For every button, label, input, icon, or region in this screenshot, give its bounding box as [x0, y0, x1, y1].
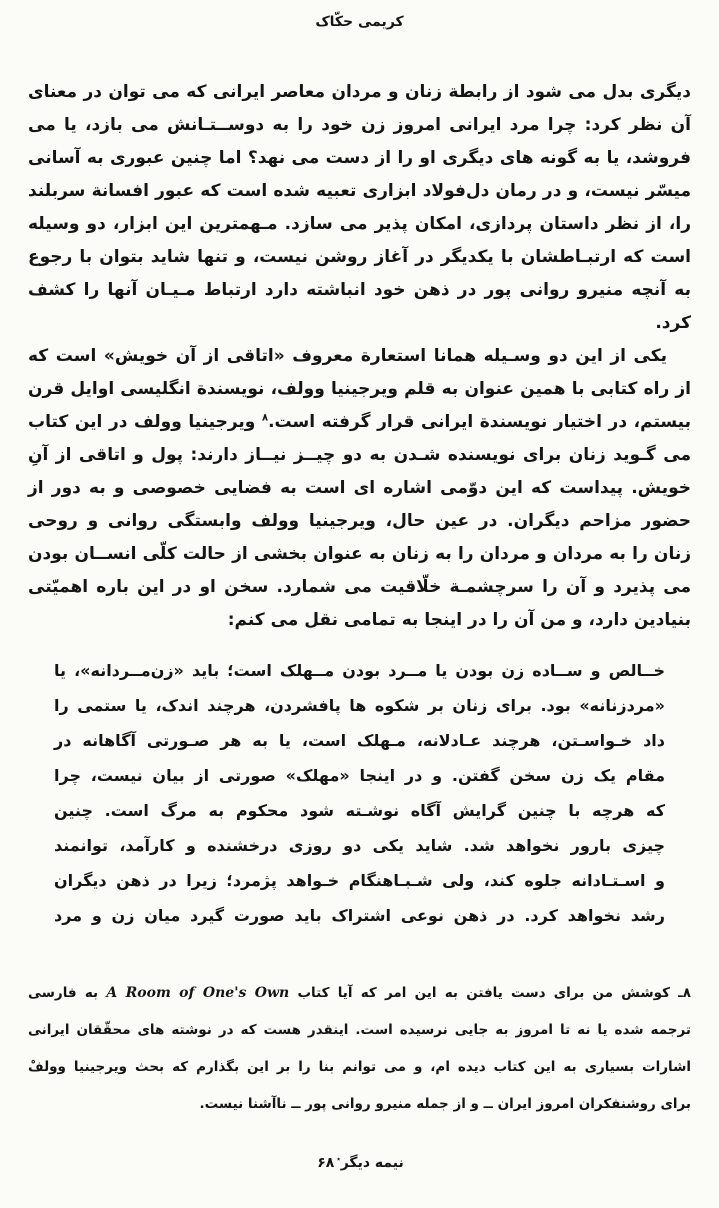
page-footer [28, 1155, 691, 1171]
text-line: آن نظر کرد: چرا مرد ایرانی امروز زن خود را به دوســتـانش می بازد، یا می [28, 115, 691, 135]
quote-line: و اسـتـادانه جلوه کند، ولی شـبـاهنگام خـواهد پژمرد؛ زیرا در ذهن دیگران [54, 871, 665, 890]
quote-line: داد خـواسـتن، هرچند عـادلانه، مـهلک است، یا به هر صـورتی آگاهانه در [54, 731, 665, 750]
text-line: بنیادین دارد، و من آن را در اینجا به تمامی نقل می کنم: [227, 610, 691, 630]
text-segment: ویرجینیا وولف در این کتاب [28, 412, 256, 432]
text-line: دیگری بدل می شود از رابطة زنان و مردان معاصر ایرانی که می توان در معنای [28, 82, 691, 102]
article-body [28, 76, 691, 933]
footnote-line: برای روشنفکران امروز ایران ــ و از جمله منیرو روانی پور ــ ناآشنا نیست. [199, 1096, 691, 1112]
running-head-author: کریمی حکّاک [315, 14, 404, 30]
quote-line: خــالص و ســاده زن بودن یا مــرد بودن مــهلک است؛ باید «زن‌مــردانه»، یا [54, 661, 665, 680]
footnote-line-mixed [28, 975, 691, 1012]
text-line-with-footnote-ref [28, 406, 691, 439]
page-number: ۶۸ [317, 1155, 335, 1171]
footnote-ref-8: ۸ [261, 412, 269, 424]
text-segment: ۸ـ کوشش من برای دست یافتن به این امر که آیا کتاب [297, 985, 692, 1001]
text-line: به آنچه منیرو روانی پور در ذهن خود انباشته دارد ارتباط مـیـان آنها را کشف [28, 280, 691, 300]
journal-name: نیمه دیگر [340, 1155, 404, 1171]
text-line: را، از نظر داستان پردازی، امکان پذیر می سازد. مـهمترین این ابزار، دو وسیله [28, 214, 691, 234]
text-line: میسّر نیست، و در رمان دل‌فولاد ابزاری تعبیه شده است که عبور افسانة سربلند [28, 181, 691, 201]
text-line: می گـوید زنان برای نویسنده شـدن به دو چیــز نیــاز دارند: پول و اتاقی از آنِ [28, 445, 691, 465]
quote-line: که هرچه با چنین گرایش آگاه نوشـته شود محکوم به مرگ است. چنین [54, 801, 665, 820]
text-line: خویش. پیداست که این دوّمی اشاره ای است به فضایی خصوصی و به دور از [28, 478, 691, 498]
block-quote-woolf [54, 653, 665, 933]
paragraph-1 [28, 76, 691, 340]
text-line: کرد. [655, 313, 691, 333]
footnote-8 [28, 975, 691, 1123]
text-line: فروشد، یا به گونه های دیگری او را از دست می نهد؟ اما چنین عبوری به آسانی [28, 148, 691, 168]
text-line: حضور مزاحم دیگران. در عین حال، ویرجینیا وولف وابستگی روانی و روحی [28, 511, 691, 531]
text-line: یکی از این دو وسـیله همانا استعارة معروف «اتاقی از آن خویش» است که [28, 346, 667, 366]
book-title-latin: A Room of One's Own [106, 985, 290, 1001]
paragraph-2 [28, 340, 691, 637]
footer-ornament: ٭ [336, 1154, 341, 1164]
text-line: می پذیرد و آن را سرچشمـة خلّاقیت می شمارد. سخن او در این باره اهمیّتی [28, 577, 691, 597]
text-segment: به فارسی [28, 985, 99, 1001]
text-line: است که ارتبـاطشان با یکدیگر در آغاز روشن نیست، و تنها شاید بتوان با رجوع [28, 247, 691, 267]
quote-line: «مردزنانه» بود. برای زنان بر شکوه ها پافشردن، هرچند اندک، یا ستمی را [54, 696, 665, 715]
footnote-line: ترجمه شده یا نه تا امروز به جایی نرسیده است. اینقدر هست که در نوشته های محقّقان ایرانی [28, 1022, 691, 1038]
text-line: زنان را به مردان و مردان را به زنان به عنوان بخشی از حالت کلّی انســان بودن [28, 544, 691, 564]
footnote-line: اشارات بسیاری به این کتاب دیده ام، و می توانم بنا را بر این بگذارم که بحث ویرجینیا وولفْ [28, 1059, 691, 1075]
quote-line: چیزی بارور نخواهد شد. شاید یکی دو روزی درخشنده و کارآمد، توانمند [54, 836, 665, 855]
quote-line: رشد نخواهد کرد. در ذهن نوعی اشتراک باید صورت گیرد میان زن و مرد [54, 906, 665, 925]
quote-line: مقام یک زن سخن گفتن. و در اینجا «مهلک» صورتی از بیان نیست، چرا [54, 766, 665, 785]
text-segment: بیستم، در اختیار نویسندة ایرانی قرار گرفته است. [268, 412, 692, 432]
text-line: از راه کتابی با همین عنوان به قلم ویرجینیا وولف، نویسندة انگلیسی اوایل قرن [28, 379, 691, 399]
